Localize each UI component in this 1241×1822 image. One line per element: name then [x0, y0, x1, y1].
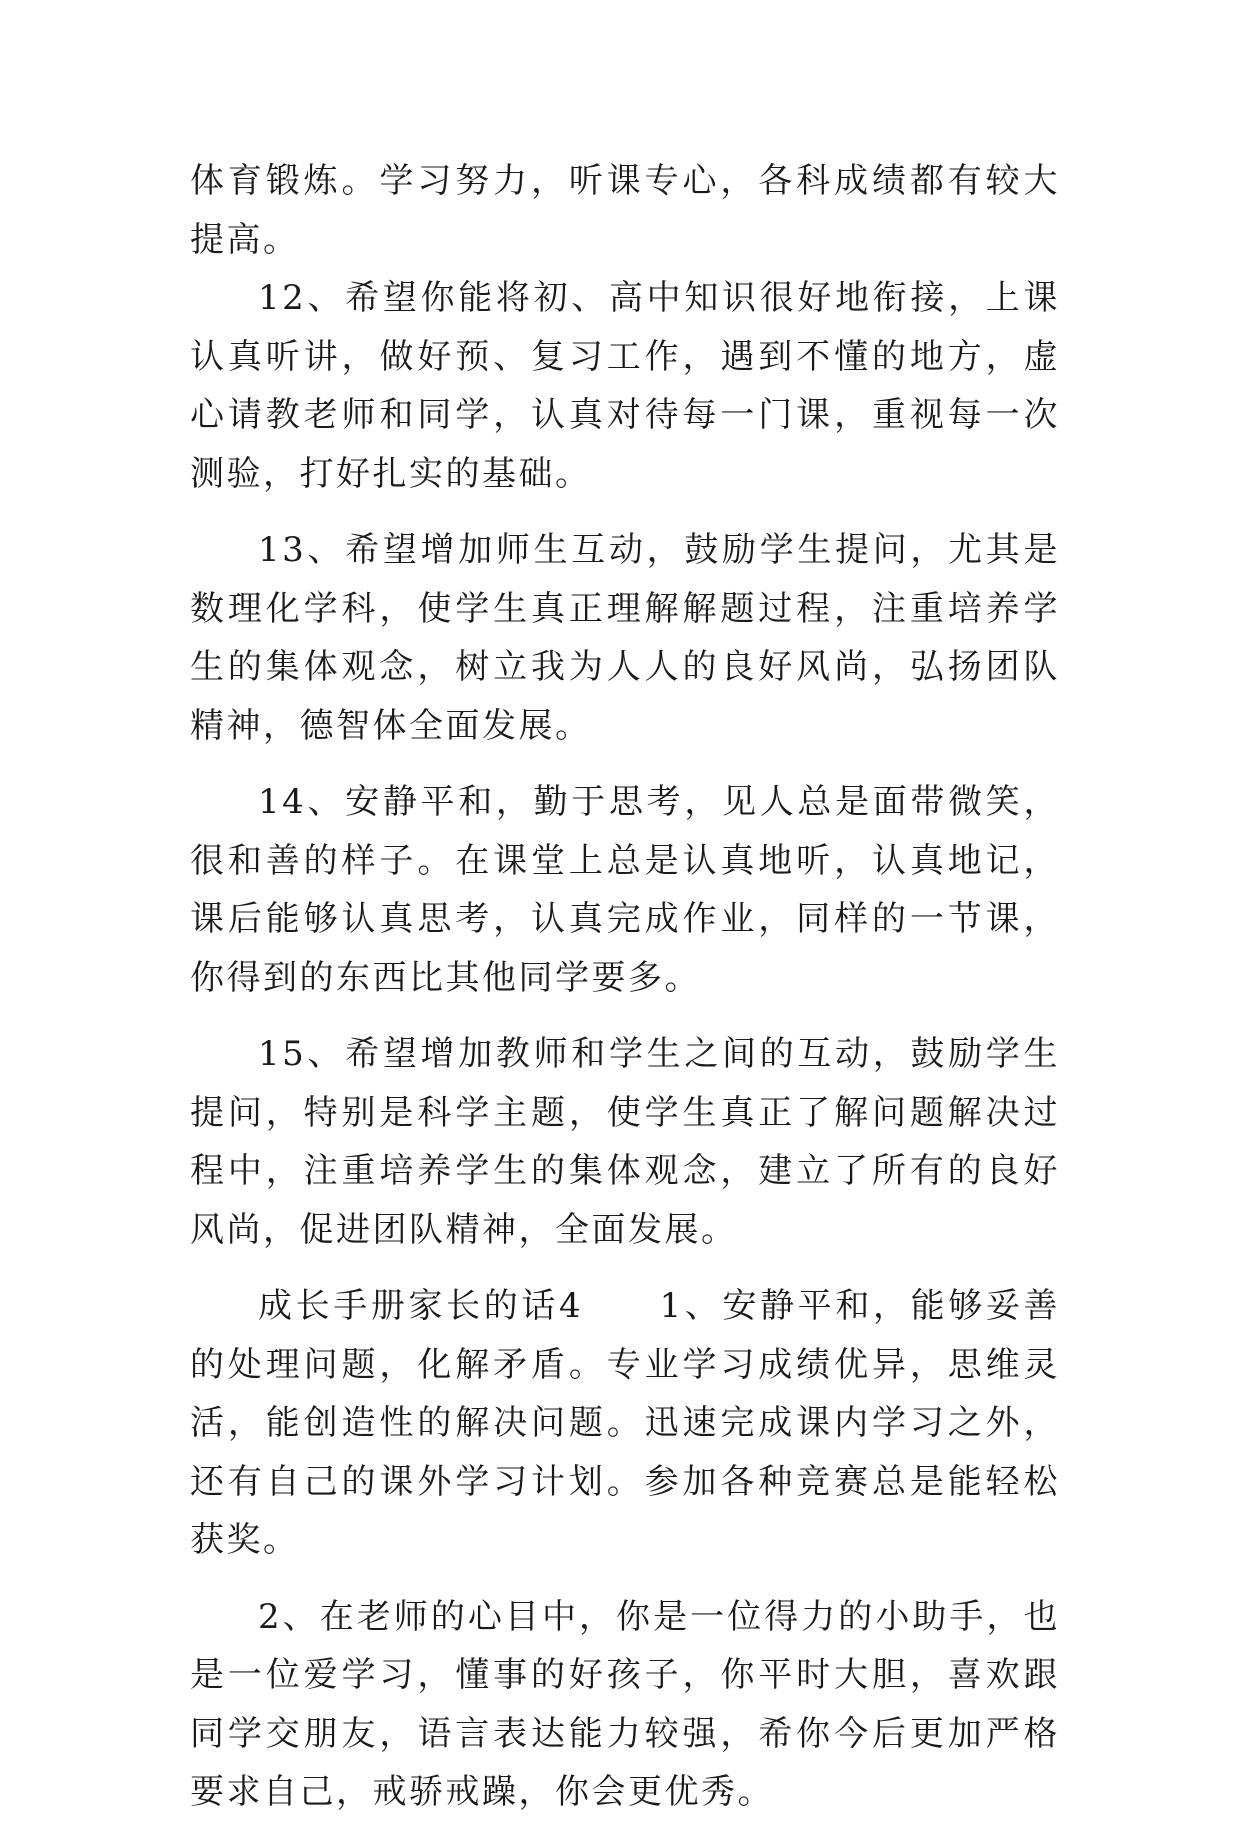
paragraph-item-15: 15、希望增加教师和学生之间的互动，鼓励学生提问，特别是科学主题，使学生真正了解问题解决过程中，注重培养学生的集体观念，建立了所有的良好风尚，促进团队精神，全面发展。 [190, 1034, 1060, 1250]
paragraph-continuation: 体育锻炼。学习努力，听课专心，各科成绩都有较大提高。 [190, 161, 1060, 260]
paragraph-section-4-item-1: 成长手册家长的话4 1、安静平和，能够妥善的处理问题，化解矛盾。专业学习成绩优异，思维灵活，能创造性的解决问题。迅速完成课内学习之外，还有自己的课外学习计划。参加各种竞赛总是能轻松获奖。 [190, 1286, 1060, 1560]
document-body [190, 152, 1060, 1822]
paragraph-item-13: 13、希望增加师生互动，鼓励学生提问，尤其是数理化学科，使学生真正理解解题过程，注重培养学生的集体观念，树立我为人人的良好风尚，弘扬团队精神，德智体全面发展。 [190, 530, 1060, 746]
paragraph-item-14: 14、安静平和，勤于思考，见人总是面带微笑，很和善的样子。在课堂上总是认真地听，认真地记，课后能够认真思考，认真完成作业，同样的一节课，你得到的东西比其他同学要多。 [190, 782, 1060, 998]
paragraph-section-4-item-2: 2、在老师的心目中，你是一位得力的小助手，也是一位爱学习，懂事的好孩子，你平时大胆，喜欢跟同学交朋友，语言表达能力较强，希你今后更加严格要求自己，戒骄戒躁，你会更优秀。 [190, 1596, 1060, 1812]
paragraph-item-12: 12、希望你能将初、高中知识很好地衔接，上课认真听讲，做好预、复习工作，遇到不懂的地方，虚心请教老师和同学，认真对待每一门课，重视每一次测验，打好扎实的基础。 [190, 278, 1060, 494]
